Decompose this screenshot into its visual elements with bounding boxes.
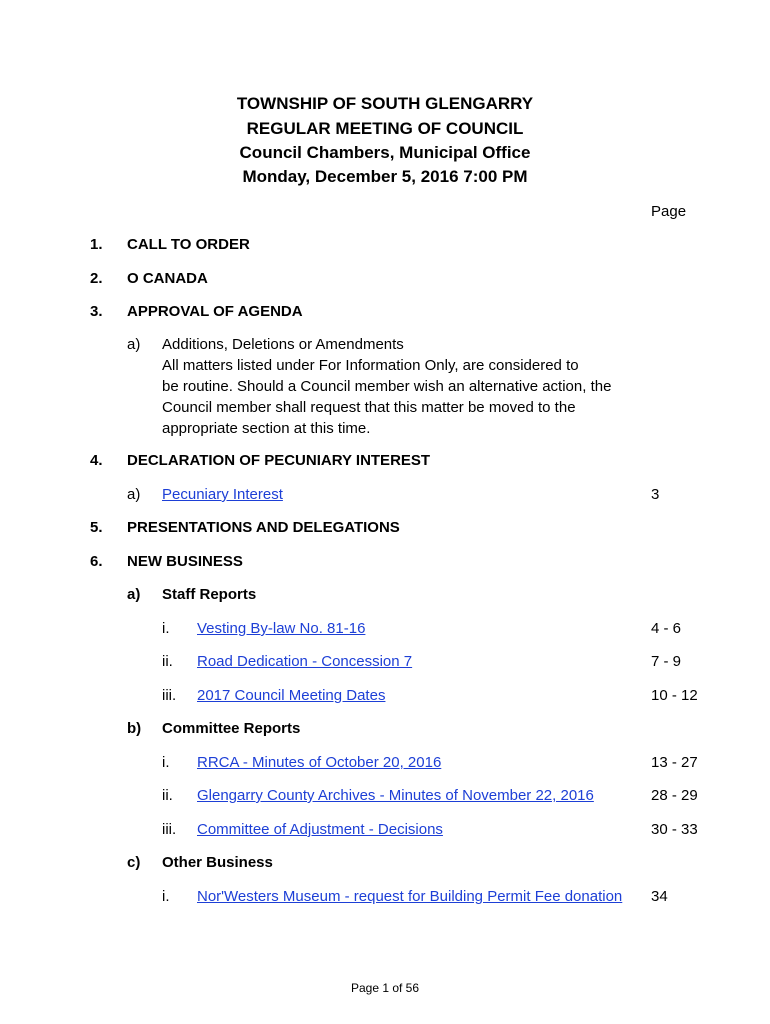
page-column-label: Page <box>651 203 687 220</box>
item-6b-i-page: 13 - 27 <box>651 754 698 771</box>
item-5-number: 5. <box>90 519 103 536</box>
item-6c-mark: c) <box>127 854 141 871</box>
road-dedication-link[interactable]: Road Dedication - Concession 7 <box>197 653 413 670</box>
item-3a-desc-line-4: appropriate section at this time. <box>162 420 371 437</box>
page-indicator: Page 1 of 56 <box>350 981 420 995</box>
item-6b-iii-page: 30 - 33 <box>651 821 698 838</box>
title-line-4: Monday, December 5, 2016 7:00 PM <box>242 167 528 186</box>
item-1-label: CALL TO ORDER <box>127 236 250 253</box>
item-6b-iii-mark: iii. <box>162 821 177 838</box>
item-6a-ii-mark: ii. <box>162 653 173 670</box>
item-6c-i-page: 34 <box>651 888 668 905</box>
item-4-label: DECLARATION OF PECUNIARY INTEREST <box>127 452 431 469</box>
item-6a-mark: a) <box>127 586 141 603</box>
item-6a-ii-page: 7 - 9 <box>651 653 682 670</box>
item-6c-label: Other Business <box>162 854 273 871</box>
item-6b-mark: b) <box>127 720 142 737</box>
item-6-number: 6. <box>90 553 103 570</box>
title-line-3: Council Chambers, Municipal Office <box>239 143 531 162</box>
item-6b-i-mark: i. <box>162 754 170 771</box>
item-1-number: 1. <box>90 236 103 253</box>
committee-adjustment-link[interactable]: Committee of Adjustment - Decisions <box>197 821 443 838</box>
norwesters-museum-link[interactable]: Nor'Westers Museum - request for Building Permit Fee donation <box>197 888 623 905</box>
item-3-label: APPROVAL OF AGENDA <box>127 303 303 320</box>
title-line-2: REGULAR MEETING OF COUNCIL <box>246 119 524 138</box>
item-6c-i-mark: i. <box>162 888 170 905</box>
vesting-bylaw-link[interactable]: Vesting By-law No. 81-16 <box>197 620 366 637</box>
item-6-label: NEW BUSINESS <box>127 553 243 570</box>
pecuniary-interest-link[interactable]: Pecuniary Interest <box>162 486 283 503</box>
county-archives-minutes-link[interactable]: Glengarry County Archives - Minutes of November 22, 2016 <box>197 787 594 804</box>
item-3a-desc-line-3: Council member shall request that this matter be moved to the <box>162 399 576 416</box>
item-3-number: 3. <box>90 303 103 320</box>
item-4a-mark: a) <box>127 486 141 503</box>
title-line-1: TOWNSHIP OF SOUTH GLENGARRY <box>236 94 534 113</box>
item-6a-i-mark: i. <box>162 620 170 637</box>
item-6a-i-page: 4 - 6 <box>651 620 682 637</box>
item-2-label: O CANADA <box>127 270 208 287</box>
item-5-label: PRESENTATIONS AND DELEGATIONS <box>127 519 400 536</box>
item-6b-ii-mark: ii. <box>162 787 173 804</box>
item-6a-iii-page: 10 - 12 <box>651 687 698 704</box>
item-4a-page: 3 <box>651 486 660 503</box>
item-6a-label: Staff Reports <box>162 586 257 603</box>
item-6b-label: Committee Reports <box>162 720 301 737</box>
item-3a-desc-line-1: All matters listed under For Information Only, are considered to <box>162 357 579 374</box>
item-4-number: 4. <box>90 452 103 469</box>
item-2-number: 2. <box>90 270 103 287</box>
rrca-minutes-link[interactable]: RRCA - Minutes of October 20, 2016 <box>197 754 442 771</box>
item-6b-ii-page: 28 - 29 <box>651 787 698 804</box>
item-3a-title: Additions, Deletions or Amendments <box>162 336 404 353</box>
item-3a-desc-line-2: be routine. Should a Council member wish an alternative action, the <box>162 378 612 395</box>
council-meeting-dates-link[interactable]: 2017 Council Meeting Dates <box>197 687 386 704</box>
item-3a-mark: a) <box>127 336 141 353</box>
item-6a-iii-mark: iii. <box>162 687 177 704</box>
